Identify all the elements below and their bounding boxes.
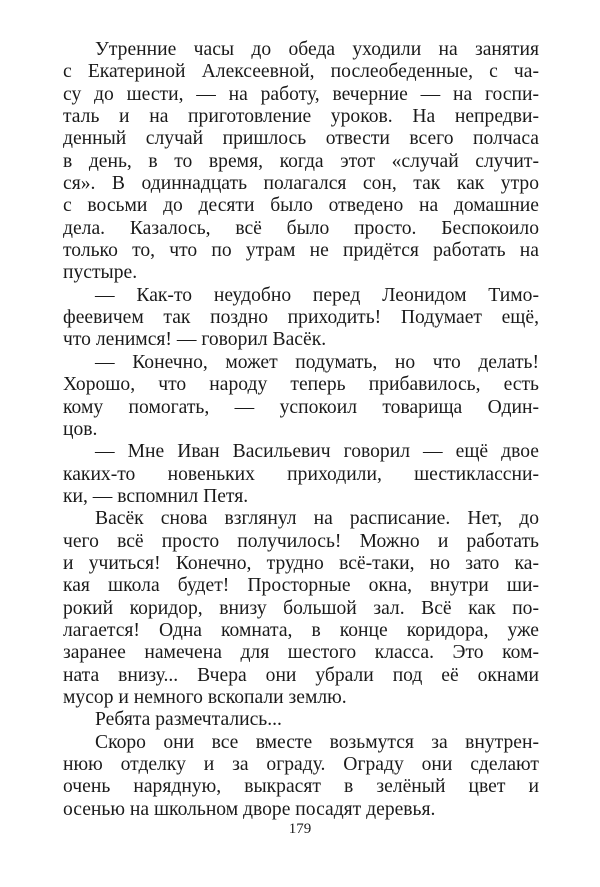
text-line: — Мне Иван Васильевич говорил — ещё двое bbox=[95, 441, 539, 463]
text-line: — Конечно, может подумать, но что делать! bbox=[95, 351, 539, 373]
text-line: феевичем так поздно приходить! Подумает ещё, bbox=[63, 307, 539, 329]
text-line: дела. Казалось, всё было просто. Беспокоило bbox=[63, 217, 539, 239]
text-line: очень нарядную, выкрасят в зелёный цвет и bbox=[63, 776, 539, 798]
text-line: Хорошо, что народу теперь прибавилось, есть bbox=[63, 374, 539, 396]
text-line: — Как-то неудобно перед Леонидом Тимо- bbox=[95, 284, 539, 306]
page-number: 179 bbox=[288, 821, 312, 837]
text-line: осенью на школьном дворе посадят деревья. bbox=[63, 798, 436, 820]
text-line: цов. bbox=[63, 418, 98, 440]
text-line: только то, что по утрам не придётся работать на bbox=[63, 240, 539, 262]
text-line: пустыре. bbox=[63, 262, 138, 284]
text-line: заранее намечена для шестого класса. Это ком- bbox=[63, 642, 539, 664]
text-line: Ребята размечтались... bbox=[95, 709, 282, 731]
page-text bbox=[63, 39, 539, 821]
text-line: кая школа будет! Просторные окна, внутри ши- bbox=[63, 575, 539, 597]
text-line: Скоро они все вместе возьмутся за внутрен- bbox=[95, 731, 539, 753]
text-line: чего всё просто получилось! Можно и работать bbox=[63, 530, 539, 552]
text-line: кому помогать, — успокоил товарища Один- bbox=[63, 396, 539, 418]
text-line: что ленимся! — говорил Васёк. bbox=[63, 329, 327, 351]
text-line: ната внизу... Вчера они убрали под её окнами bbox=[63, 664, 539, 686]
text-line: в день, в то время, когда этот «случай случит- bbox=[63, 150, 539, 172]
text-line: мусор и немного вскопали землю. bbox=[63, 686, 347, 708]
text-line: ся». В одиннадцать полагался сон, так как утро bbox=[63, 173, 539, 195]
text-line: с восьми до десяти было отведено на домашние bbox=[63, 195, 539, 217]
text-line: с Екатериной Алексеевной, послеобеденные, с ча- bbox=[63, 61, 539, 83]
text-line: и учиться! Конечно, трудно всё-таки, но зато ка- bbox=[63, 552, 539, 574]
text-line: денный случай пришлось отвести всего полчаса bbox=[63, 128, 539, 150]
text-line: каких-то новеньких приходили, шестиклассни- bbox=[63, 463, 539, 485]
text-line: ки, — вспомнил Петя. bbox=[63, 485, 249, 507]
text-line: Утренние часы до обеда уходили на занятия bbox=[95, 39, 539, 60]
text-line: лагается! Одна комната, в конце коридора, уже bbox=[63, 619, 539, 641]
text-line: су до шести, — на работу, вечерние — на госпи- bbox=[63, 83, 539, 105]
text-line: таль и на приготовление уроков. На непредви- bbox=[63, 106, 539, 128]
text-line: нюю отделку и за ограду. Ограду они сделают bbox=[63, 754, 539, 775]
text-line: Васёк снова взглянул на расписание. Нет, до bbox=[95, 508, 539, 530]
text-line: рокий коридор, внизу большой зал. Всё как по- bbox=[63, 597, 539, 619]
